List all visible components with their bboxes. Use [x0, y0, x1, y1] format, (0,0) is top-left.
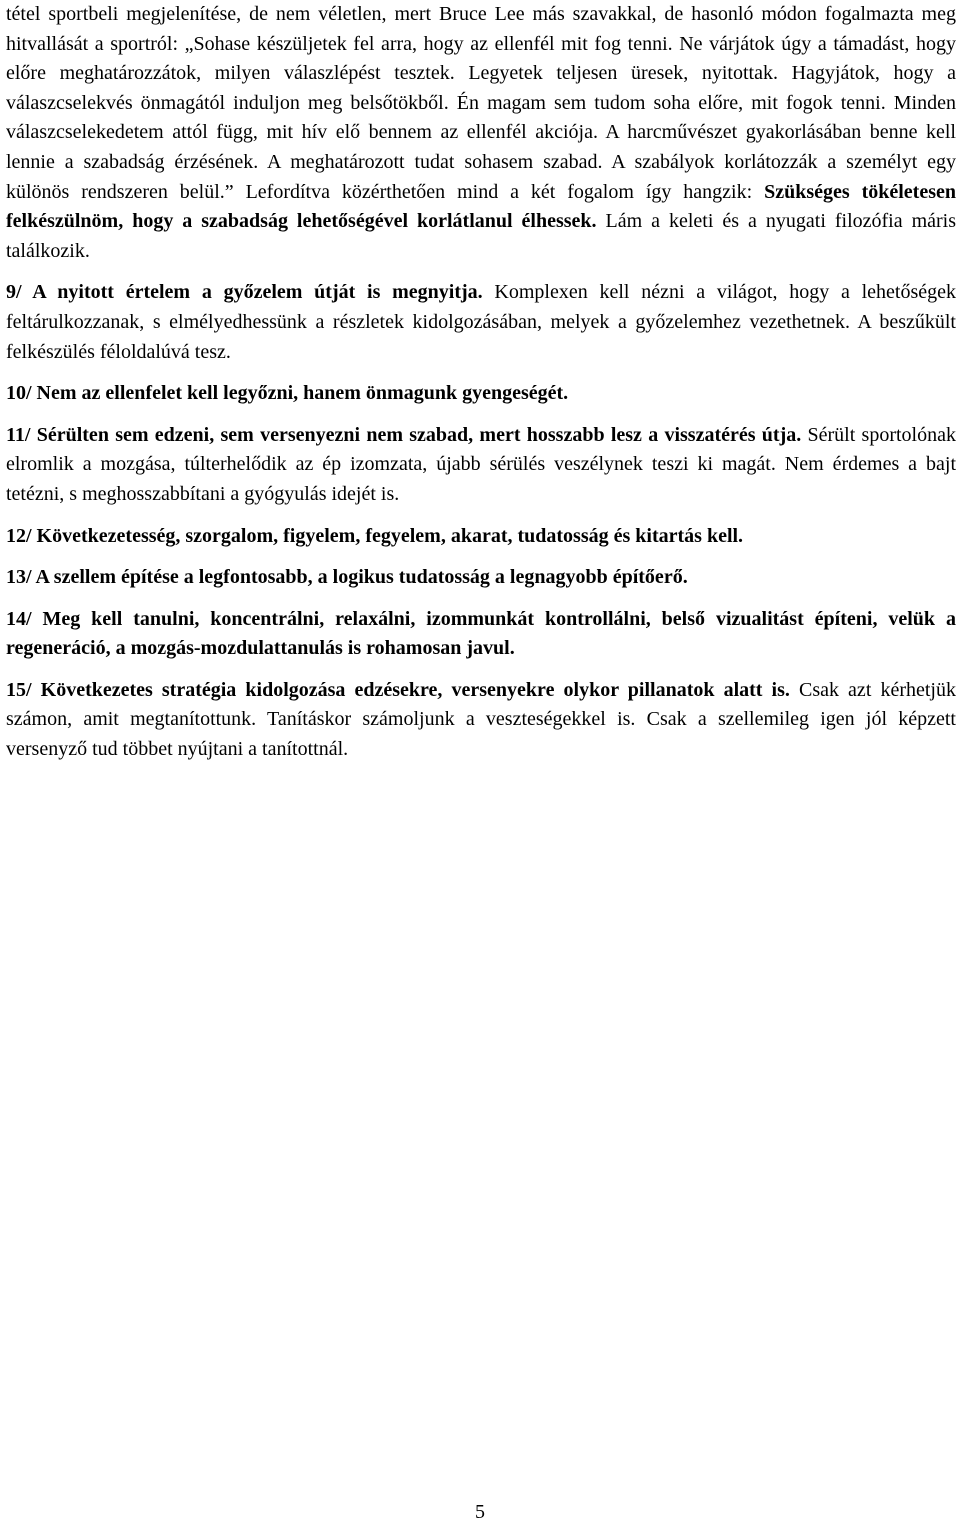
page-number: 5: [475, 1501, 485, 1523]
list-item-heading: 14/ Meg kell tanulni, koncentrálni, relaxálni, izommunkát kontrollálni, belső vizualitást építeni, velük a regeneráció, a mozgás-mozdulattanulás is rohamosan javul.: [6, 607, 956, 660]
list-item-14: [6, 605, 956, 664]
list-item-text: Komplexen kell nézni a világot, hogy a lehetőségek feltárulkozzanak, s elmélyedhessünk a részletek kidolgozásában, melyek a győzelemhez vezethetnek. A beszűkült felkészülés féloldalúvá tesz.: [6, 281, 956, 363]
list-item-13: [6, 563, 956, 593]
list-item-15: [6, 676, 956, 765]
list-item-12: [6, 522, 956, 552]
list-item-9: [6, 278, 956, 367]
list-item-11: [6, 421, 956, 510]
document-page: [6, 0, 956, 765]
list-item-text: Sérült sportolónak elromlik a mozgása, túlterhelődik az ép izomzata, újabb sérülés veszélynek teszi ki magát. Nem érdemes a bajt tetézni, s meghosszabbítani a gyógyulás idejét is.: [6, 423, 956, 505]
paragraph-text: Lám a keleti és a nyugati filozófia máris találkozik.: [6, 210, 956, 262]
list-item-text: Csak azt kérhetjük számon, amit megtanítottunk. Tanításkor számoljunk a veszteségekkel is. Csak a szellemileg igen jól képzett versenyző tud többet nyújtani a tanítottnál.: [6, 678, 956, 761]
list-item-heading: 11/ Sérülten sem edzeni, sem versenyezni nem szabad, mert hosszabb lesz a visszatérés útja.: [6, 423, 802, 446]
list-item-heading: 9/ A nyitott értelem a győzelem útját is megnyitja.: [6, 281, 483, 304]
paragraph-bruce-lee: [6, 0, 956, 266]
paragraph-bold-text: Szükséges tökéletesen felkészülnöm, hogy a szabadság lehetőségével korlátlanul élhessek.: [6, 180, 956, 233]
list-item-10: [6, 379, 956, 409]
list-item-heading: 13/ A szellem építése a legfontosabb, a logikus tudatosság a legnagyobb építőerő.: [6, 566, 688, 589]
list-item-heading: 12/ Következetesség, szorgalom, figyelem, fegyelem, akarat, tudatosság és kitartás kell.: [6, 524, 744, 547]
list-item-heading: 10/ Nem az ellenfelet kell legyőzni, hanem önmagunk gyengeségét.: [6, 382, 569, 405]
paragraph-text: tétel sportbeli megjelenítése, de nem véletlen, mert Bruce Lee más szavakkal, de hasonló módon fogalmazta meg hitvallását a sportról: „Sohase készüljetek fel arra, hogy az ellenfél mit fog tenni. Ne várjátok úgy a támadást, hogy előre meghatározzátok, milyen válaszlépést tesztek. Legyetek teljesen üresek, nyitottak. Hagyjátok, hogy a válaszcselekvés önmagától induljon meg belsőtökből. Én magam sem tudom soha előre, mit fogok tenni. Minden válaszcselekedetem attól függ, mit hív elő bennem az ellenfél akciója. A harcművészet gyakorlásában benne kell lennie a szabadság érzésének. A meghatározott tudat sohasem szabad. A szabályok korlátozzák a személyt egy különös rendszeren belül.” Lefordítva közérthetően mind a két fogalom így hangzik:: [6, 3, 956, 203]
list-item-heading: 15/ Következetes stratégia kidolgozása edzésekre, versenyekre olykor pillanatok alatt is.: [6, 678, 790, 701]
